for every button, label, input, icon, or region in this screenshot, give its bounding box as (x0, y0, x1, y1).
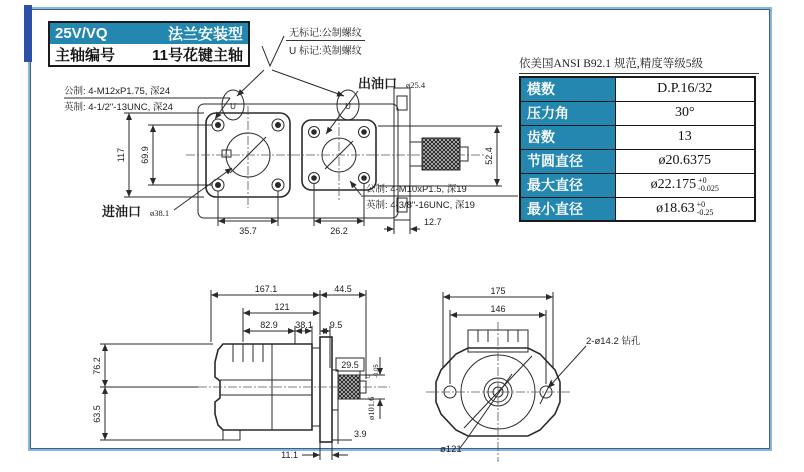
row-label: 齿数 (520, 125, 615, 149)
spline-table-title: 依美国ANSI B92.1 规范,精度等级5级 (519, 55, 759, 74)
svg-text:82.9: 82.9 (260, 320, 278, 330)
row-value: D.P.16/32 (615, 77, 755, 101)
surface-mark-icon (260, 34, 286, 68)
svg-text:公制: 4-M12xP1.75, 深24: 公制: 4-M12xP1.75, 深24 (64, 86, 171, 97)
row-label: 模数 (520, 77, 615, 101)
svg-text:167.1: 167.1 (254, 284, 278, 294)
svg-text:38.1: 38.1 (295, 320, 313, 330)
svg-text:9.5: 9.5 (329, 320, 343, 330)
model-code: 25V/VQ (55, 25, 108, 42)
side-elevation-drawing (90, 282, 412, 470)
spline-spec-table (519, 76, 756, 222)
row-value: ø18.63 +0 -0.25 (615, 197, 755, 221)
svg-text:11.1: 11.1 (281, 450, 298, 460)
thread-note-leader-left (237, 70, 264, 96)
spindle-no-value: 11号花键主轴 (152, 47, 243, 64)
dim-heights (92, 344, 223, 440)
row-value: 13 (615, 125, 755, 149)
svg-text:ø38.1: ø38.1 (150, 208, 170, 218)
mount-type-label: 法兰安装型 (167, 26, 243, 43)
spline-spec-section (519, 55, 759, 222)
model-header-row (50, 23, 248, 44)
inlet-port-label (102, 168, 232, 219)
svg-text:146: 146 (490, 304, 506, 314)
model-header-box (48, 21, 250, 67)
svg-text:117: 117 (116, 147, 126, 163)
svg-text:进油口: 进油口 (102, 204, 142, 219)
table-row (520, 125, 755, 149)
svg-text:ø25.4: ø25.4 (406, 80, 426, 90)
svg-text:76.2: 76.2 (92, 357, 102, 375)
svg-text:英制: 4-1/2"-13UNC, 深24: 英制: 4-1/2"-13UNC, 深24 (64, 102, 173, 113)
svg-text:2-ø14.2 钻孔: 2-ø14.2 钻孔 (586, 336, 641, 347)
top-view-drawing (58, 68, 532, 240)
svg-text:-0.05: -0.05 (374, 364, 380, 378)
thread-note-metric: 无标记:公制螺纹 (289, 28, 362, 39)
svg-text:44.5: 44.5 (334, 284, 352, 294)
u-mark-right: U (345, 102, 351, 111)
bolt-note-top (64, 85, 230, 119)
row-label: 最大直径 (520, 173, 615, 197)
svg-text:175: 175 (490, 286, 506, 296)
table-row (520, 149, 755, 173)
row-value: 30° (615, 101, 755, 125)
row-value: ø22.175 +0 -0.025 (615, 173, 755, 197)
left-accent-bar (24, 5, 32, 62)
front-view-drawing (420, 282, 712, 470)
svg-text:0: 0 (366, 374, 372, 378)
svg-text:29.5: 29.5 (341, 360, 359, 370)
pump-body-outline (198, 90, 398, 218)
svg-text:出油口: 出油口 (358, 76, 398, 91)
table-row (520, 101, 755, 125)
svg-text:52.4: 52.4 (484, 147, 494, 165)
spindle-no-label: 主轴编号 (55, 47, 116, 64)
svg-text:35.7: 35.7 (239, 226, 257, 236)
pump-side-outline (215, 337, 366, 442)
svg-text:3.9: 3.9 (354, 429, 367, 439)
table-row (520, 173, 755, 197)
svg-text:69.9: 69.9 (140, 146, 150, 164)
svg-text:英制: 4-3/8"-16UNC, 深19: 英制: 4-3/8"-16UNC, 深19 (366, 200, 475, 211)
svg-text:121: 121 (274, 302, 290, 312)
table-row (520, 197, 755, 221)
svg-text:63.5: 63.5 (92, 405, 102, 423)
svg-text:26.2: 26.2 (330, 226, 348, 236)
svg-text:ø121: ø121 (440, 444, 462, 455)
u-mark-left: U (230, 102, 236, 111)
row-label: 最小直径 (520, 197, 615, 221)
row-label: 节圆直径 (520, 149, 615, 173)
spindle-header-row (50, 44, 248, 65)
row-label: 压力角 (520, 101, 615, 125)
table-row (520, 77, 755, 101)
thread-note-leader-right (272, 70, 344, 96)
svg-text:公制: 4-M10xP1.5, 深19: 公制: 4-M10xP1.5, 深19 (366, 184, 467, 195)
thread-marking-note (252, 24, 365, 57)
svg-text:12.7: 12.7 (424, 217, 442, 227)
row-value: ø20.6375 (615, 149, 755, 173)
dim-flange-offset (384, 217, 442, 234)
svg-text:ø101.6: ø101.6 (366, 396, 376, 420)
dim-key-length (336, 358, 364, 375)
thread-note-imperial: U 标记:英制螺纹 (286, 40, 365, 57)
drill-holes-note (548, 335, 641, 388)
